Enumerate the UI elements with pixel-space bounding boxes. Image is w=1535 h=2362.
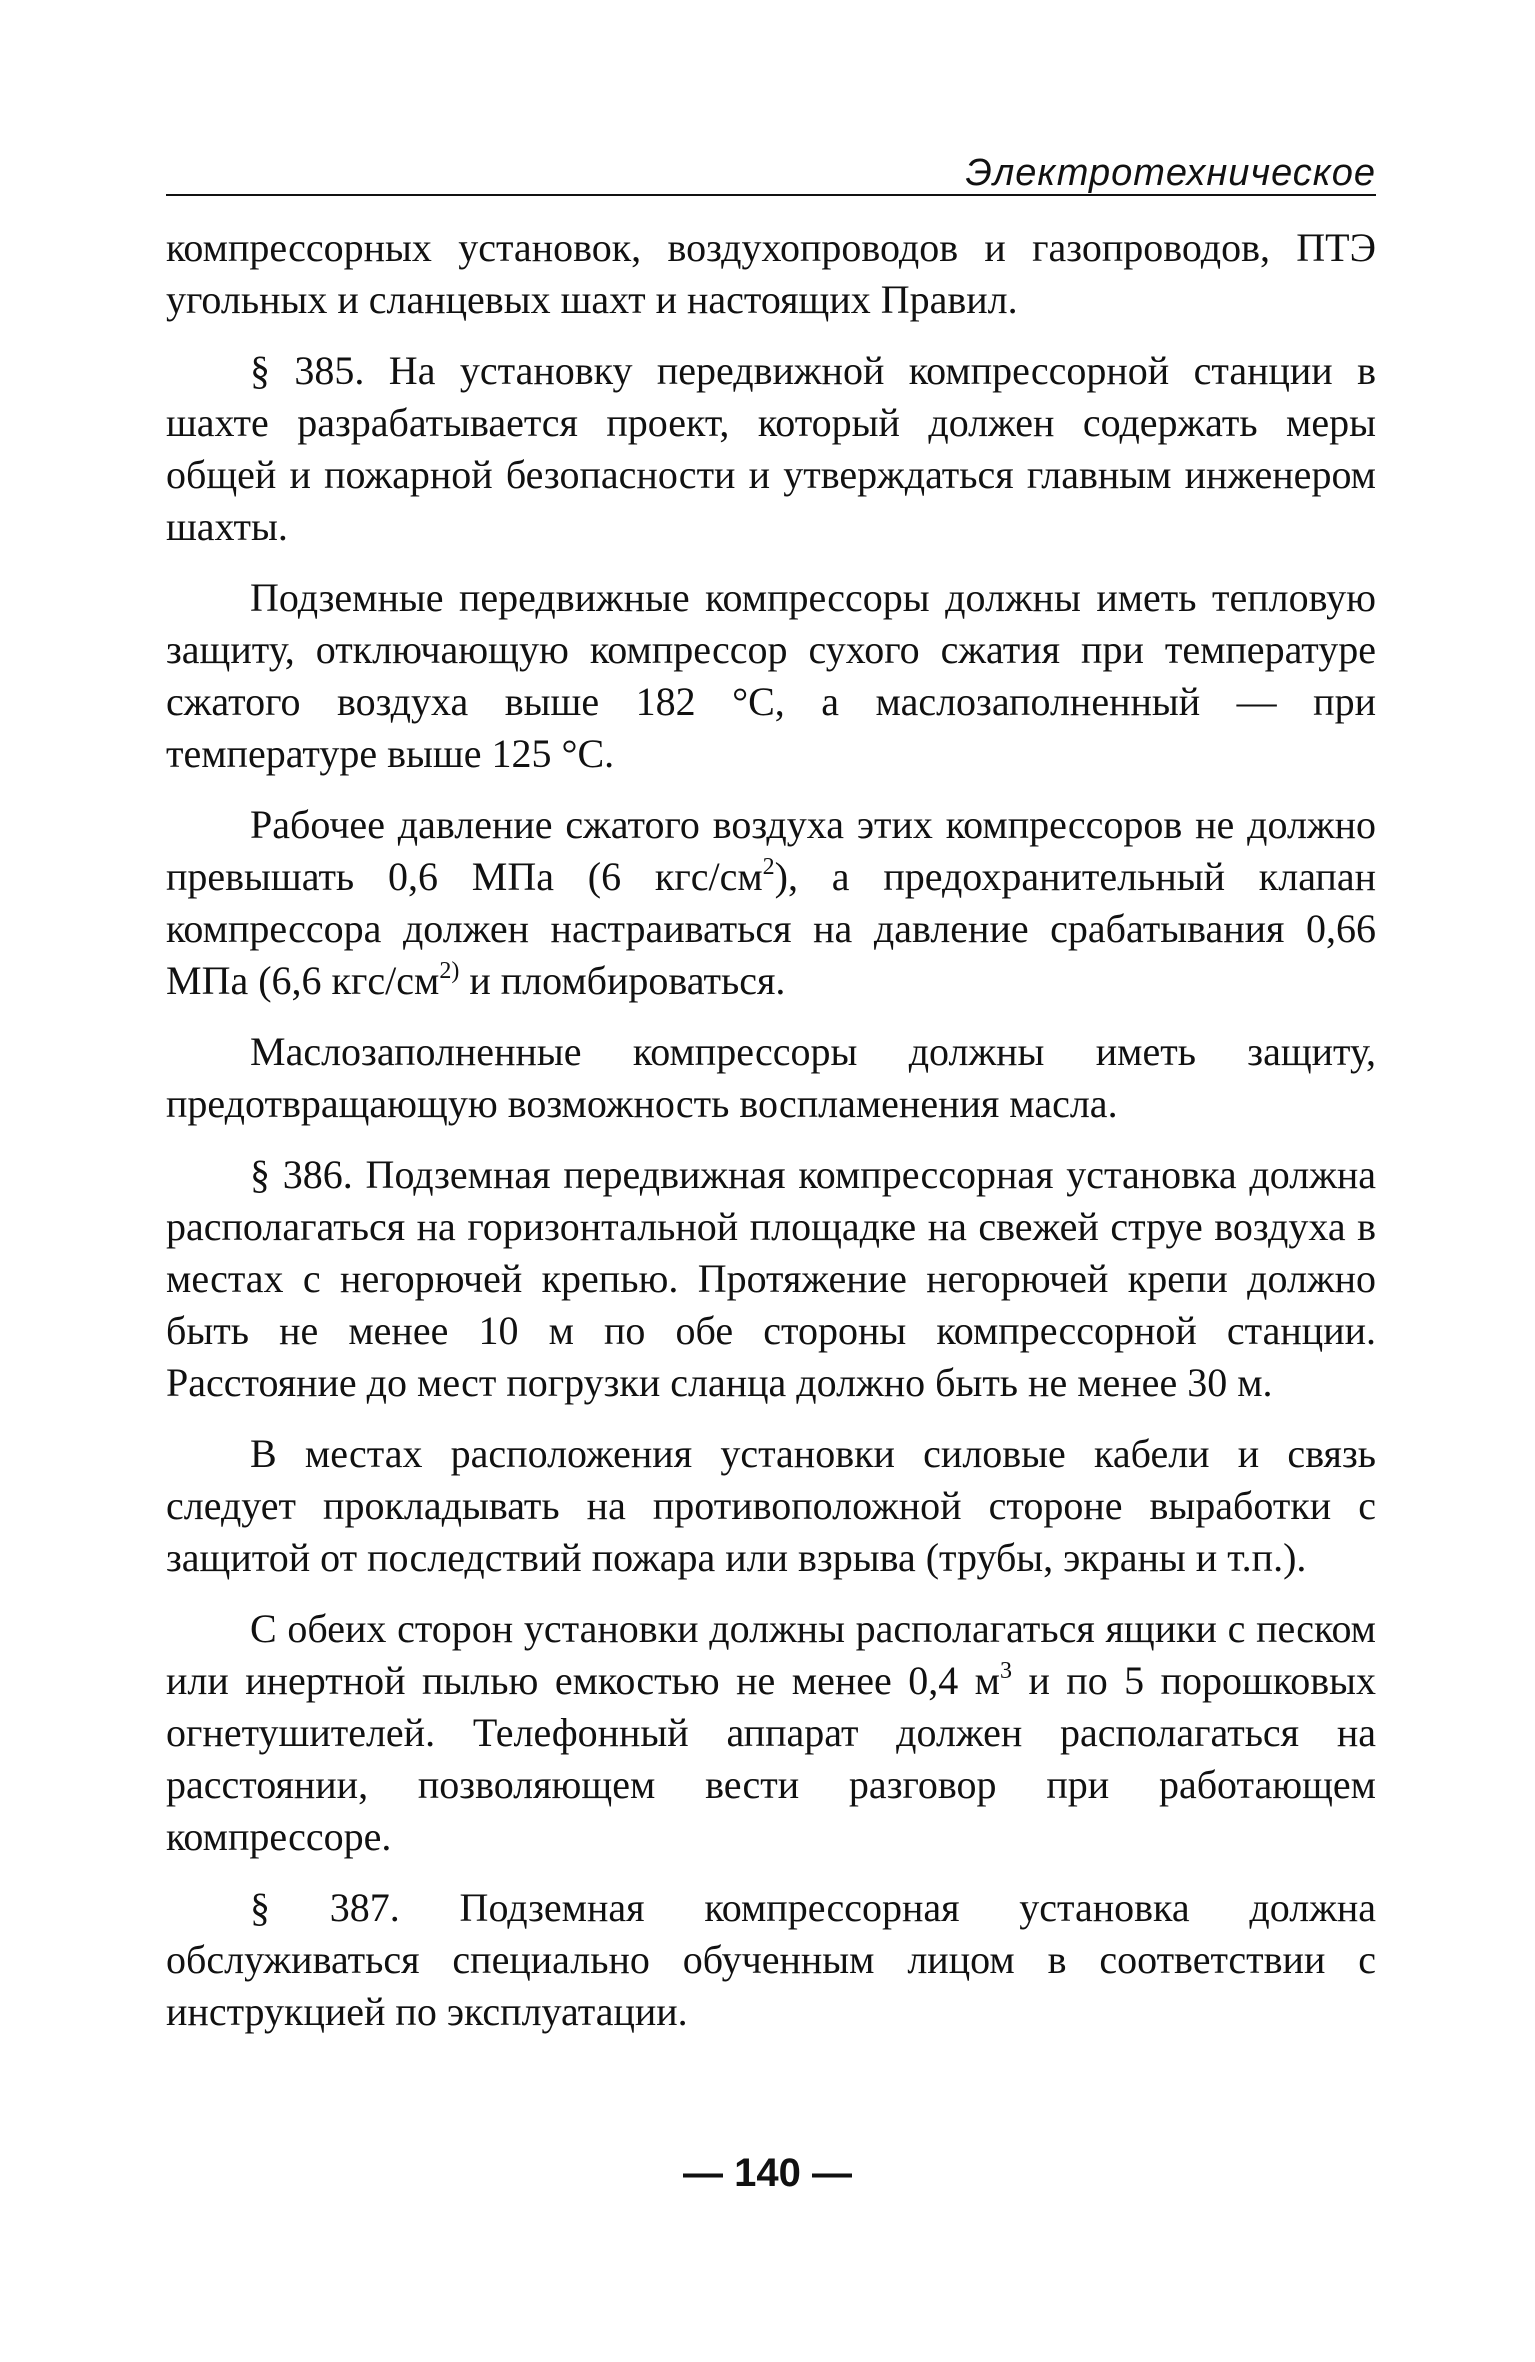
- pressure-superscript-1: 2: [762, 854, 775, 880]
- pressure-superscript-2: 2): [439, 958, 460, 984]
- page-number: — 140 —: [683, 2151, 852, 2195]
- running-header-title: Электротехническое: [965, 152, 1376, 194]
- sand-boxes-text-part1: С обеих сторон установки должны располагаться ящики с песком или инертной пылью емкостью не менее 0,4 м: [166, 1606, 1376, 1703]
- sand-boxes-text-part2: и по 5 порошковых огнетушителей. Телефонный аппарат должен располагаться на расстоянии, позволяющем вести разговор при работающем компрессоре.: [166, 1658, 1377, 1859]
- paragraph-sand-boxes: [166, 1603, 1376, 1863]
- header-rule: [166, 194, 1376, 196]
- paragraph-section-385: § 385. На установку передвижной компрессорной станции в шахте разрабатывается проект, который должен содержать меры общей и пожарной безопасности и утверждаться главным инженером шахты.: [166, 348, 1376, 549]
- paragraph-continuation: компрессорных установок, воздухопроводов и газопроводов, ПТЭ угольных и сланцевых шахт и настоящих Правил.: [166, 225, 1376, 322]
- pressure-text-part2: ), а предохранительный клапан компрессора должен настраиваться на давление срабатывания 0,66 МПа (6,6 кгс/см: [166, 854, 1376, 1003]
- sand-boxes-superscript: 3: [999, 1658, 1012, 1684]
- running-header: [166, 148, 1376, 204]
- paragraph-section-386: § 386. Подземная передвижная компрессорная установка должна располагаться на горизонтальной площадке на свежей струе воздуха в местах с негорючей крепью. Протяжение негорючей крепи должно быть не менее 10 м по обе стороны компрессорной станции. Расстояние до мест погрузки сланца должно быть не менее 30 м.: [166, 1152, 1376, 1405]
- pressure-text-part1: Рабочее давление сжатого воздуха этих компрессоров не должно превышать 0,6 МПа (6 кгс/см: [166, 802, 1376, 899]
- paragraph-working-pressure: [166, 799, 1376, 1007]
- pressure-text-part3: и пломбироваться.: [459, 958, 786, 1003]
- paragraph-cables: В местах расположения установки силовые кабели и связь следует прокладывать на противоположной стороне выработки с защитой от последствий пожара или взрыва (трубы, экраны и т.п.).: [166, 1431, 1376, 1580]
- page-body: [166, 222, 1376, 2057]
- paragraph-section-387: § 387. Подземная компрессорная установка должна обслуживаться специально обученным лицом в соответствии с инструкцией по эксплуатации.: [166, 1885, 1376, 2034]
- paragraph-oil-filled-protection: Маслозаполненные компрессоры должны иметь защиту, предотвращающую возможность воспламенения масла.: [166, 1029, 1376, 1126]
- paragraph-thermal-protection: Подземные передвижные компрессоры должны иметь тепловую защиту, отключающую компрессор сухого сжатия при температуре сжатого воздуха выше 182 °С, а маслозаполненный — при температуре выше 125 °С.: [166, 575, 1376, 776]
